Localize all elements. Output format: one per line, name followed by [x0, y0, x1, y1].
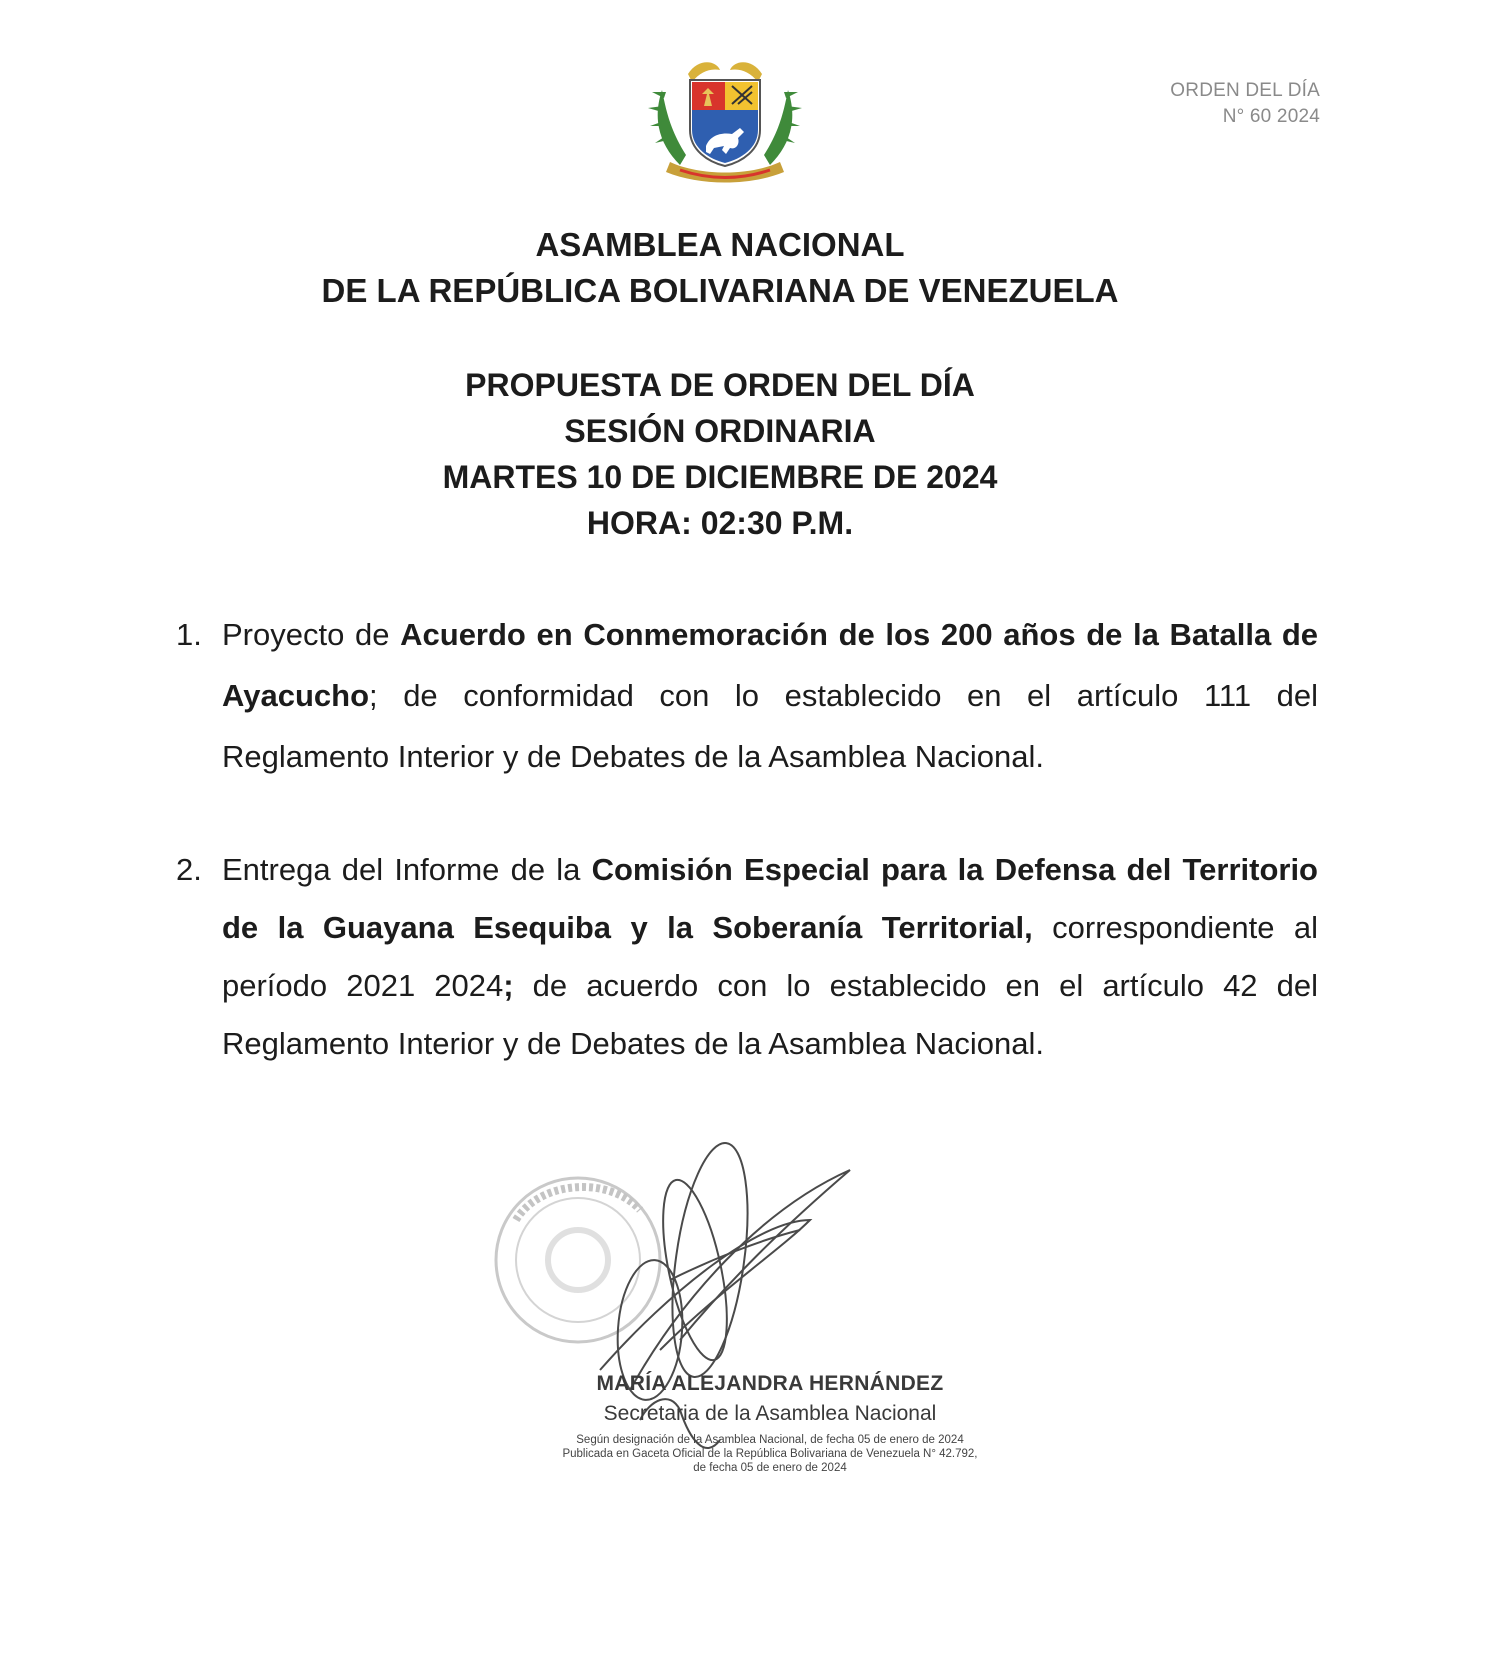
order-label: ORDEN DEL DÍA [1170, 80, 1320, 101]
signatory-role: Secretaria de la Asamblea Nacional [603, 1402, 937, 1425]
agenda-item [170, 604, 1318, 787]
agenda-item-subject: Acuerdo en Conmemoración de los 200 años de la Batalla de Ayacucho [222, 617, 1319, 713]
document-title [0, 362, 1440, 546]
agenda-item-number: 2. [176, 852, 202, 887]
agenda-item-text: Proyecto de Acuerdo en Conmemoración de los 200 años de la Batalla de Ayacucho; de conformidad con lo establecido en el artículo 111 del Reglamento Interior y de Debates de la Asamblea Nacional. [222, 617, 1319, 774]
session-date: MARTES 10 DE DICIEMBRE DE 2024 [442, 459, 998, 495]
agenda-item [170, 841, 1318, 1073]
title-line-1: PROPUESTA DE ORDEN DEL DÍA [465, 367, 975, 403]
session-time: HORA: 02:30 P.M. [586, 505, 854, 541]
agenda-list [170, 604, 1318, 1073]
issuer-line-2: DE LA REPÚBLICA BOLIVARIANA DE VENEZUELA [321, 272, 1119, 309]
coat-of-arms-icon [640, 50, 810, 190]
session-type: SESIÓN ORDINARIA [564, 413, 876, 449]
issuer-line-1: ASAMBLEA NACIONAL [535, 226, 905, 263]
agenda-item-text: Entrega del Informe de la Comisión Especial para la Defensa del Territorio de la Guayana Esequiba y la Soberanía Territorial, correspondiente al período 2021 2024; de acuerdo con lo establecido en el artículo 42 del Reglamento Interior y de Debates de la Asamblea Nacional. [222, 852, 1318, 1061]
agenda-item-subject: Comisión Especial para la Defensa del Territorio de la Guayana Esequiba y la Soberanía Territorial, [222, 852, 1318, 945]
appointment-note: Según designación de la Asamblea Nacional, de fecha 05 de enero de 2024 Publicada en Gaceta Oficial de la República Bolivariana de Venezuela N° 42.792, de fecha 05 de enero de 2024 [562, 1434, 978, 1474]
order-reference [1170, 78, 1320, 130]
agenda-item-number: 1. [176, 617, 202, 652]
issuer-heading [0, 222, 1440, 314]
signature-block [480, 1140, 1060, 1520]
order-number: N° 60 2024 [1222, 106, 1320, 127]
signatory-name: MARÍA ALEJANDRA HERNÁNDEZ [596, 1372, 944, 1395]
